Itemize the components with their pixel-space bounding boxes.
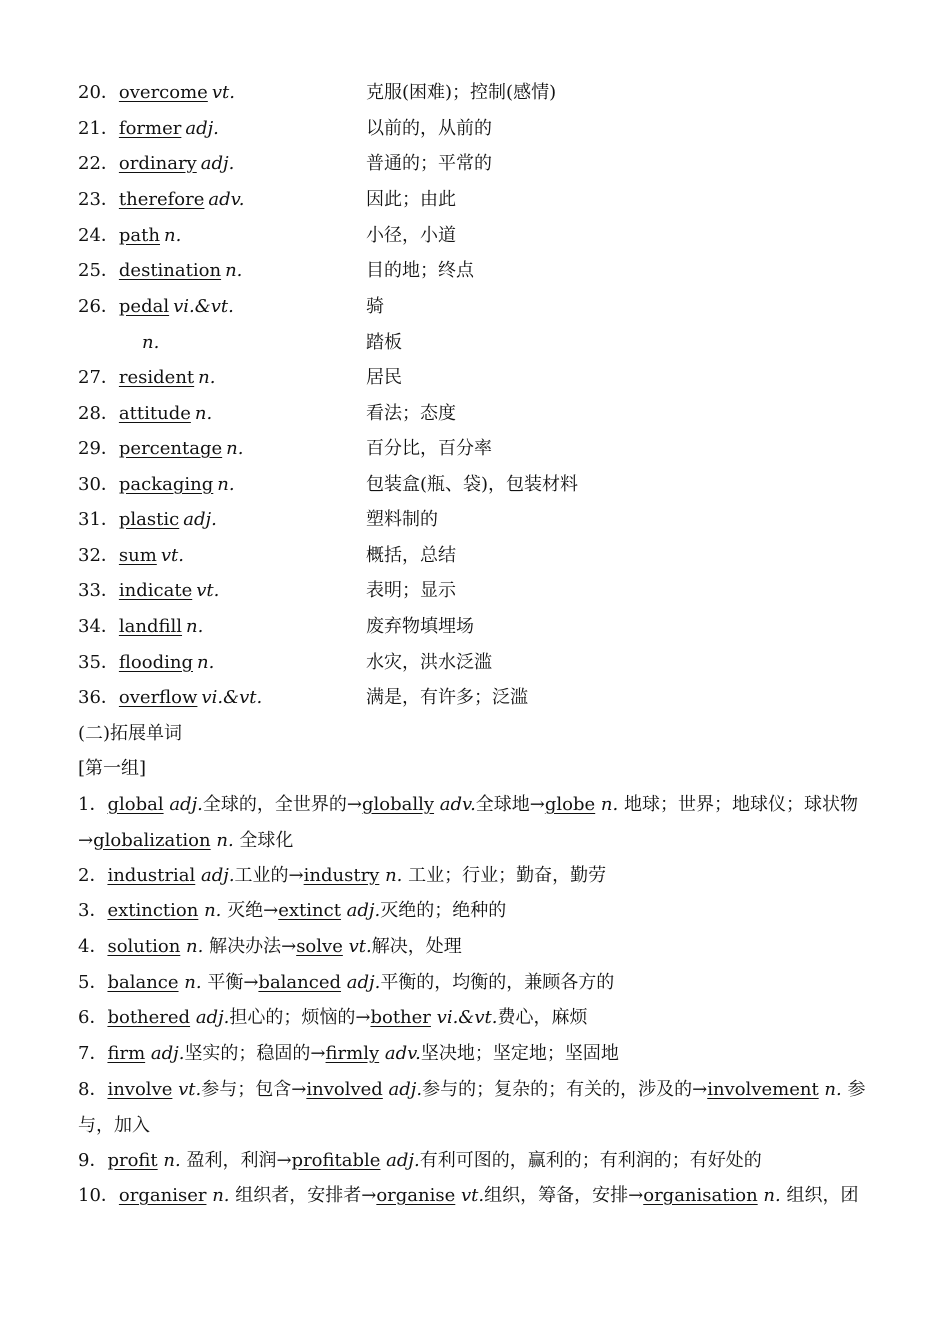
- entry-number: 24．: [78, 225, 119, 246]
- ext-entry: 5．balance n. 平衡→balanced adj.平衡的，均衡的，兼顾各方的: [78, 972, 615, 993]
- vocab-word: plastic: [118, 509, 180, 530]
- ext-word: globally: [361, 794, 435, 815]
- vocab-meaning: 水灾，洪水泛滥: [366, 652, 492, 673]
- entry-number: 22．: [78, 153, 119, 174]
- entry-number: 28．: [78, 403, 119, 424]
- vocab-word: percentage: [118, 438, 223, 459]
- ext-word: solve: [296, 936, 343, 957]
- vocab-row: [78, 116, 219, 142]
- ext-word: firmly: [325, 1043, 380, 1064]
- vocab-word: ordinary: [118, 153, 197, 174]
- part-of-speech: vi.&vt.: [201, 687, 263, 708]
- entry-number: 35．: [78, 652, 119, 673]
- vocab-row: [78, 258, 242, 284]
- ext-word: global: [107, 794, 164, 815]
- vocab-row: [78, 223, 181, 249]
- ext-word: bother: [370, 1007, 431, 1028]
- entry-number: 21．: [78, 118, 119, 139]
- part-of-speech: n.: [198, 367, 216, 388]
- ext-entry: 10．organiser n. 组织者，安排者→organise vt.组织，筹备，安排→organisation n. 组织，团: [78, 1185, 859, 1206]
- vocab-meaning: 满是，有许多；泛滥: [366, 687, 528, 708]
- vocab-word: landfill: [118, 616, 183, 637]
- part-of-speech: vt.: [160, 545, 184, 566]
- ext-entry: 4．solution n. 解决办法→solve vt.解决，处理: [78, 936, 462, 957]
- vocab-word: packaging: [118, 474, 214, 495]
- entry-number: 23．: [78, 189, 119, 210]
- vocab-word: pedal: [118, 296, 170, 317]
- ext-word: balance: [107, 972, 179, 993]
- ext-word: profitable: [291, 1150, 381, 1171]
- vocab-row: [78, 365, 216, 391]
- part-of-speech: vi.&vt.: [173, 296, 234, 317]
- ext-word: organise: [376, 1185, 456, 1206]
- vocab-row: [78, 507, 217, 533]
- vocab-row: [78, 151, 234, 177]
- vocab-meaning: 普通的；平常的: [366, 153, 492, 174]
- ext-word: globalization: [93, 829, 211, 851]
- vocab-meaning: 以前的，从前的: [366, 118, 492, 139]
- vocab-row: [78, 436, 243, 462]
- vocab-word: overcome: [118, 82, 208, 103]
- vocab-meaning: 概括，总结: [366, 545, 456, 566]
- ext-word: profit: [107, 1150, 158, 1171]
- vocab-word: destination: [118, 260, 222, 281]
- vocab-word: therefore: [118, 189, 205, 210]
- ext-word: organiser: [118, 1185, 207, 1206]
- vocab-word: path: [118, 225, 160, 246]
- entry-number: 25．: [78, 260, 119, 281]
- vocab-row: [78, 472, 235, 498]
- part-of-speech: n.: [164, 225, 182, 246]
- vocab-meaning: 百分比，百分率: [366, 438, 492, 459]
- entry-number: 26．: [78, 296, 119, 317]
- vocab-row: [78, 650, 214, 676]
- entry-number: 33．: [78, 580, 119, 601]
- vocab-meaning: 看法；态度: [366, 403, 456, 424]
- vocab-row: [78, 80, 235, 106]
- part-of-speech: adj.: [183, 509, 217, 530]
- ext-word: industrial: [107, 865, 196, 886]
- vocab-meaning: 骑: [366, 296, 384, 317]
- vocab-meaning: 塑料制的: [366, 509, 438, 530]
- vocab-row: [78, 401, 212, 427]
- vocab-row: [78, 685, 262, 711]
- ext-word: bothered: [107, 1007, 191, 1028]
- ext-word: globe: [544, 794, 596, 815]
- part-of-speech: adj.: [185, 118, 219, 139]
- vocab-word: former: [118, 118, 182, 139]
- entry-number: 20．: [78, 82, 119, 103]
- ext-entry: 2．industrial adj.工业的→industry n. 工业；行业；勤奋，勤劳: [78, 865, 607, 886]
- vocab-row: [78, 187, 244, 213]
- vocab-row: [78, 294, 234, 320]
- ext-word: firm: [107, 1043, 146, 1064]
- vocab-word: sum: [118, 545, 157, 566]
- ext-word: industry: [303, 865, 380, 886]
- group-title: [第一组]: [78, 758, 147, 779]
- vocab-word: indicate: [118, 580, 193, 601]
- vocab-meaning: 小径，小道: [366, 225, 456, 246]
- vocab-row: [78, 614, 203, 640]
- ext-word: organisation: [643, 1185, 758, 1206]
- ext-entry: 7．firm adj.坚实的；稳固的→firmly adv.坚决地；坚定地；坚固地: [78, 1043, 619, 1064]
- part-of-speech: n.: [217, 474, 235, 495]
- vocab-row: [78, 543, 184, 569]
- ext-word: extinction: [107, 900, 199, 921]
- ext-word: involvement: [707, 1079, 819, 1100]
- part-of-speech: n.: [225, 260, 243, 281]
- part-of-speech: n.: [186, 616, 204, 637]
- ext-word: solution: [107, 936, 181, 957]
- part-of-speech: adj.: [200, 153, 235, 174]
- vocab-row-sub: [142, 330, 159, 356]
- ext-entry: 6．bothered adj.担心的；烦恼的→bother vi.&vt.费心，麻烦: [78, 1007, 588, 1028]
- ext-word: involve: [107, 1079, 173, 1100]
- entry-number: 27．: [78, 367, 119, 388]
- part-of-speech: vt.: [196, 580, 220, 601]
- ext-word: balanced: [258, 972, 342, 993]
- part-of-speech: adv.: [208, 189, 245, 210]
- part-of-speech: n.: [196, 652, 215, 673]
- ext-entry: 3．extinction n. 灭绝→extinct adj.灭绝的；绝种的: [78, 900, 507, 921]
- vocab-meaning: 表明；显示: [366, 580, 456, 601]
- ext-word: involved: [306, 1079, 383, 1100]
- part-of-speech: vt.: [211, 82, 235, 103]
- entry-number: 30．: [78, 474, 119, 495]
- part-of-speech: n.: [226, 438, 244, 459]
- vocab-word: resident: [118, 367, 195, 388]
- vocab-meaning: 踏板: [366, 332, 402, 353]
- entry-number: 31．: [78, 509, 119, 530]
- vocab-meaning: 废弃物填埋场: [366, 616, 474, 637]
- ext-entry: 9．profit n. 盈利，利润→profitable adj.有利可图的，赢利的；有利润的；有好处的: [78, 1150, 762, 1171]
- vocab-meaning: 包装盒(瓶、袋)，包装材料: [366, 474, 579, 495]
- vocab-word: flooding: [118, 652, 193, 673]
- vocab-word: attitude: [118, 403, 191, 424]
- vocab-row: [78, 578, 219, 604]
- vocab-meaning: 克服(困难)；控制(感情): [366, 82, 557, 103]
- vocab-meaning: 目的地；终点: [366, 260, 474, 281]
- entry-number: 32．: [78, 545, 119, 566]
- entry-number: 36．: [78, 687, 119, 708]
- part-of-speech: n.: [194, 403, 213, 424]
- section-title: (二)拓展单词: [78, 723, 183, 744]
- ext-entry: 8．involve vt.参与；包含→involved adj.参与的；复杂的；有关的，涉及的→involvement n. 参与，加入: [78, 1079, 866, 1136]
- part-of-speech: n.: [142, 332, 160, 353]
- ext-entry: 1．global adj.全球的，全世界的→globally adv.全球地→globe n. 地球；世界；地球仪；球状物→globalization n. 全球化: [78, 794, 858, 851]
- vocab-meaning: 因此；由此: [366, 189, 456, 210]
- ext-word: extinct: [278, 900, 341, 921]
- vocab-meaning: 居民: [366, 367, 402, 388]
- entry-number: 29．: [78, 438, 119, 459]
- entry-number: 34．: [78, 616, 119, 637]
- vocab-word: overflow: [118, 687, 198, 708]
